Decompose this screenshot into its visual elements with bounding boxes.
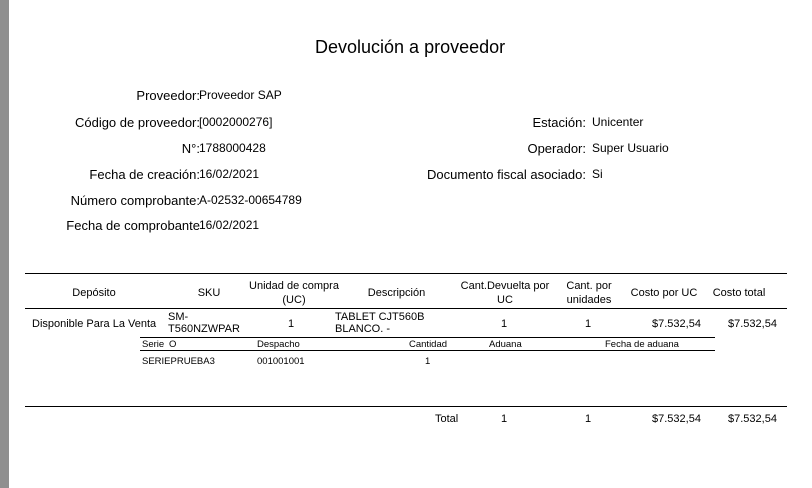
subtable-top-rule	[140, 337, 715, 338]
voucher-date-label: Fecha de comprobante	[66, 218, 200, 233]
voucher-number-value: A-02532-00654789	[199, 193, 302, 207]
fiscal-doc-label: Documento fiscal asociado:	[427, 167, 586, 182]
totals-cant-unidades: 1	[585, 413, 592, 425]
row-desc-line2: BLANCO. -	[335, 323, 391, 335]
row-deposito: Disponible Para La Venta	[32, 318, 157, 330]
supplier-code-label: Código de proveedor:	[74, 115, 200, 130]
number-label: N°:	[181, 141, 200, 156]
supplier-label: Proveedor:	[136, 88, 200, 103]
voucher-number-label: Número comprobante:	[70, 193, 200, 208]
subheader-aduana: Aduana	[489, 339, 522, 350]
row-cant-unidades: 1	[585, 318, 592, 330]
report-page	[9, 0, 812, 488]
subtable-header-rule	[140, 350, 715, 351]
totals-costo-uc: $7.532,54	[652, 413, 701, 425]
subheader-o: O	[169, 339, 177, 350]
operator-value: Super Usuario	[592, 141, 669, 155]
supplier-value: Proveedor SAP	[199, 88, 282, 102]
supplier-code-value: [0002000276]	[199, 115, 273, 129]
row-unidad: 1	[288, 318, 295, 330]
fiscal-doc-value: Si	[592, 167, 603, 181]
col-header-deposito: Depósito	[72, 287, 116, 299]
row-sku-line2: T560NZWPAR	[168, 323, 240, 335]
totals-cant-devuelta: 1	[501, 413, 508, 425]
totals-rule	[25, 406, 787, 407]
subheader-serie: Serie	[142, 339, 165, 350]
col-header-descripcion: Descripción	[367, 287, 426, 299]
creation-date-value: 16/02/2021	[199, 167, 260, 181]
operator-label: Operador:	[527, 141, 586, 156]
subrow-serie: SERIEPRUEBA3	[142, 356, 215, 367]
subrow-cantidad: 1	[425, 356, 431, 367]
page-title: Devolución a proveedor	[315, 37, 506, 57]
subheader-cantidad: Cantidad	[409, 339, 448, 350]
number-value: 1788000428	[199, 141, 266, 155]
row-cant-devuelta: 1	[501, 318, 508, 330]
col-header-sku: SKU	[197, 287, 221, 299]
row-costo-uc: $7.532,54	[652, 318, 701, 330]
totals-costo-total: $7.532,54	[728, 413, 777, 425]
subheader-despacho: Despacho	[257, 339, 300, 350]
col-header-costo-uc: Costo por UC	[630, 287, 698, 299]
col-header-costo-total: Costo total	[712, 287, 766, 299]
subrow-despacho: 001001001	[257, 356, 305, 367]
row-desc-line1: TABLET CJT560B	[335, 311, 425, 323]
col-header-cant-unidades: Cant. por unidades	[566, 280, 612, 306]
table-top-rule	[25, 273, 787, 274]
creation-date-label: Fecha de creación:	[89, 167, 200, 182]
col-header-unidad: Unidad de compra (UC)	[249, 280, 339, 306]
col-header-cant-devuelta: Cant.Devuelta por UC	[460, 280, 550, 306]
table-header-rule	[25, 308, 787, 309]
subheader-fecha-aduana: Fecha de aduana	[605, 339, 679, 350]
row-sku-line1: SM-	[168, 311, 189, 323]
row-costo-total: $7.532,54	[728, 318, 777, 330]
station-value: Unicenter	[592, 115, 644, 129]
voucher-date-value: 16/02/2021	[199, 218, 260, 232]
station-label: Estación:	[532, 115, 586, 130]
totals-label: Total	[435, 413, 459, 425]
